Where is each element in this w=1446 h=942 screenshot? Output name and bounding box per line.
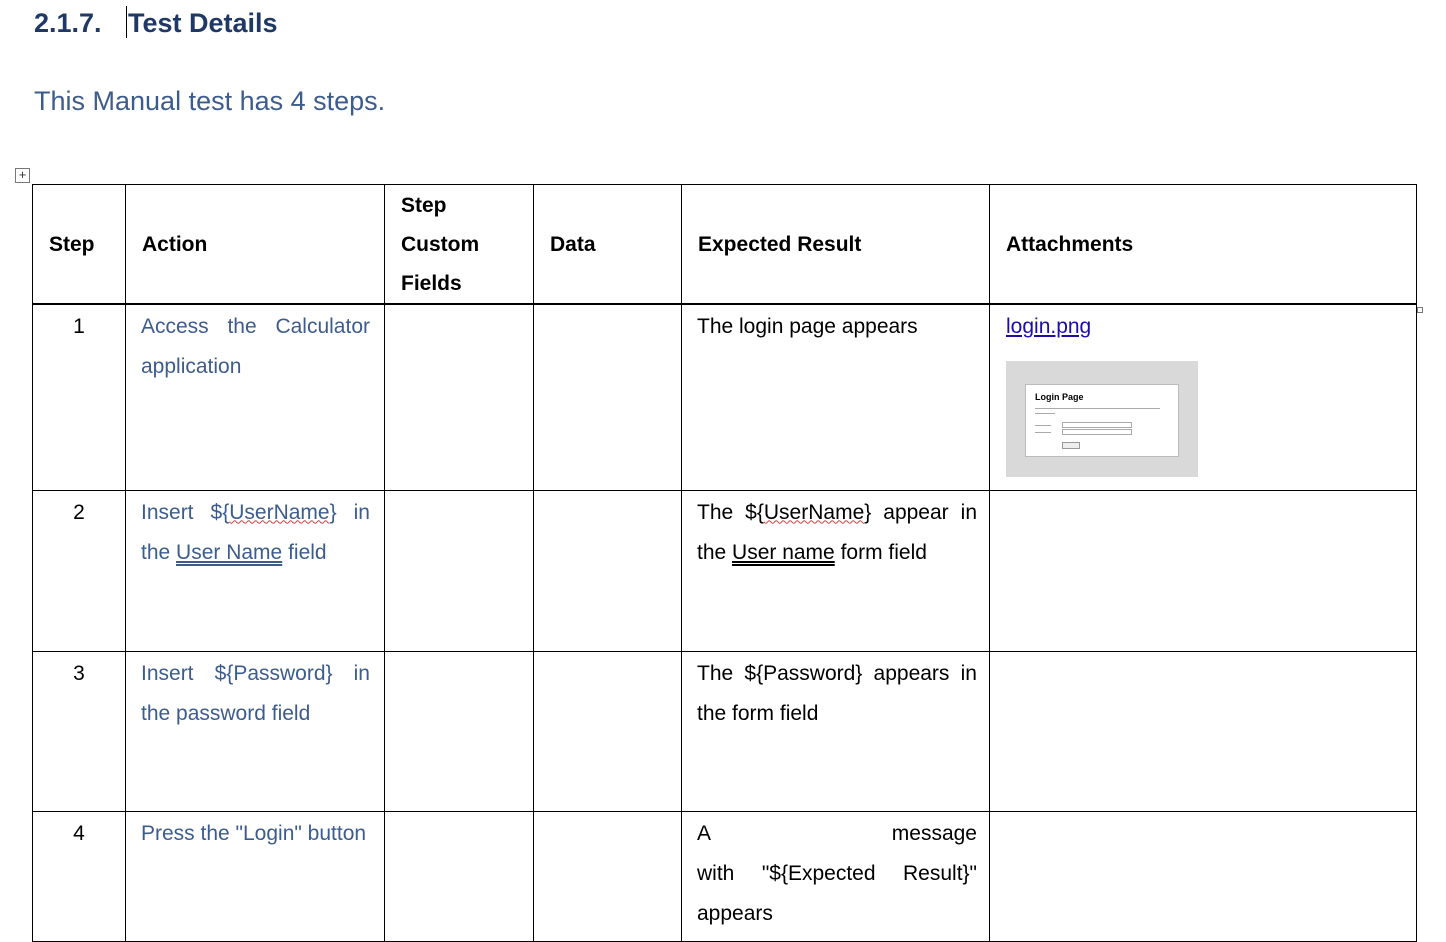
data-cell[interactable] <box>534 811 682 941</box>
header-step: Step <box>33 185 126 305</box>
attachments-cell <box>990 490 1417 651</box>
expected-result-cell[interactable]: A message with "${Expected Result}" appears <box>682 811 990 941</box>
custom-fields-cell[interactable] <box>385 651 534 811</box>
table-resize-handle-icon[interactable] <box>1417 307 1423 313</box>
attachments-cell <box>990 304 1417 490</box>
table-header-row <box>33 185 1417 305</box>
login-page-thumbnail[interactable] <box>1006 361 1198 477</box>
table-row <box>33 304 1417 490</box>
header-custom-fields: Step Custom Fields <box>385 185 534 305</box>
step-number-cell: 1 <box>33 304 126 490</box>
step-number-cell: 2 <box>33 490 126 651</box>
custom-fields-cell[interactable] <box>385 811 534 941</box>
table-row <box>33 490 1417 651</box>
header-expected-result: Expected Result <box>682 185 990 305</box>
custom-fields-cell[interactable] <box>385 490 534 651</box>
data-cell[interactable] <box>534 651 682 811</box>
header-action: Action <box>126 185 385 305</box>
header-data: Data <box>534 185 682 305</box>
action-cell[interactable]: Press the "Login" button <box>126 811 385 941</box>
header-attachments: Attachments <box>990 185 1417 305</box>
section-number: 2.1.7. <box>34 8 102 38</box>
section-title: Test Details <box>128 8 278 38</box>
table-row <box>33 651 1417 811</box>
attachments-cell <box>990 811 1417 941</box>
table-row <box>33 811 1417 941</box>
data-cell[interactable] <box>534 304 682 490</box>
data-cell[interactable] <box>534 490 682 651</box>
action-cell[interactable]: Insert ${Password} in the password field <box>126 651 385 811</box>
thumbnail-title: Login Page <box>1035 392 1084 402</box>
action-cell[interactable]: Insert ${UserName} in the User Name field <box>126 490 385 651</box>
step-number-cell: 3 <box>33 651 126 811</box>
step-number-cell: 4 <box>33 811 126 941</box>
expected-result-cell[interactable]: The ${Password} appears in the form field <box>682 651 990 811</box>
expected-result-cell[interactable]: The login page appears <box>682 304 990 490</box>
expected-result-cell[interactable]: The ${UserName} appear in the User name form field <box>682 490 990 651</box>
intro-text: This Manual test has 4 steps. <box>34 86 386 116</box>
section-heading <box>34 6 278 39</box>
attachment-link[interactable]: login.png <box>1006 315 1092 338</box>
action-cell[interactable]: Access the Calculator application <box>126 304 385 490</box>
login-card-preview <box>1025 384 1179 457</box>
text-cursor <box>126 6 127 38</box>
test-steps-table <box>32 184 1417 942</box>
custom-fields-cell[interactable] <box>385 304 534 490</box>
attachments-cell <box>990 651 1417 811</box>
table-move-handle-icon[interactable]: + <box>15 168 30 183</box>
